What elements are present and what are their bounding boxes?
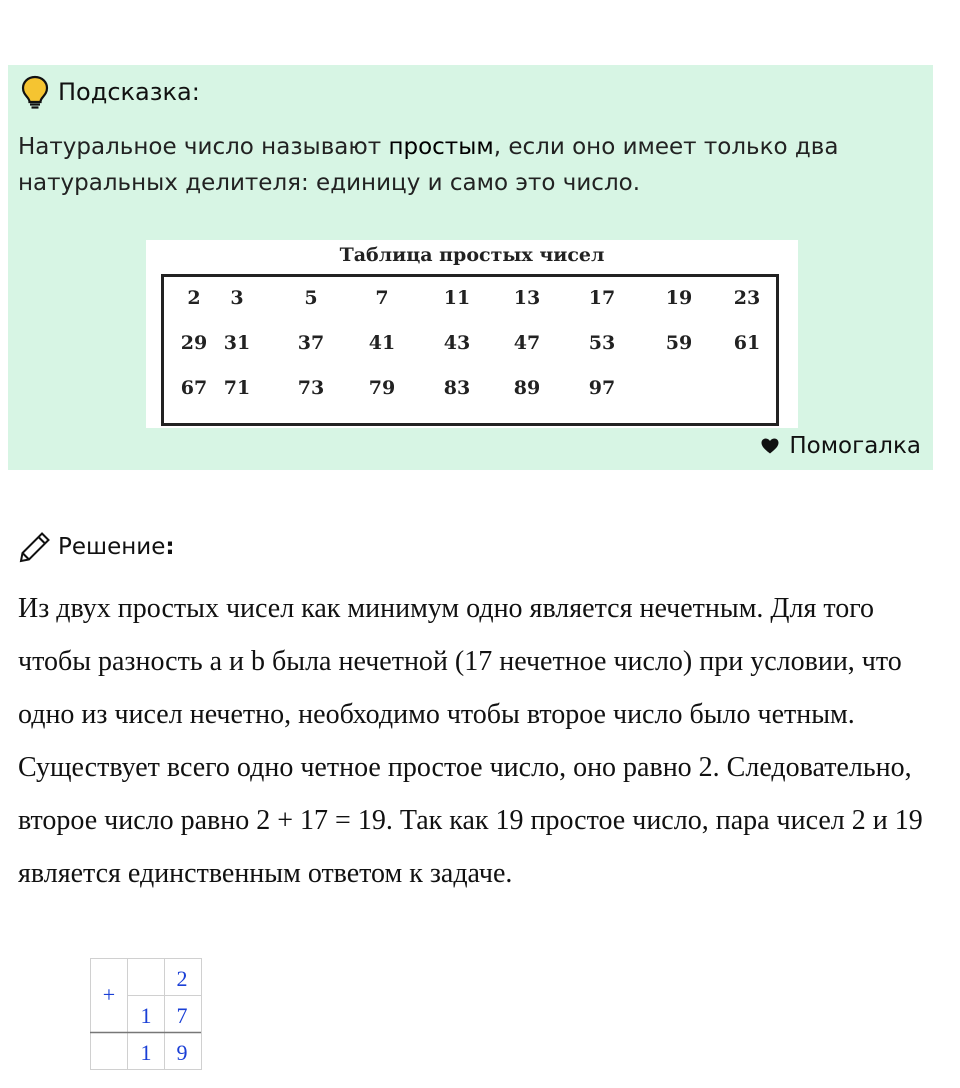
prime-table-cell: 11 [443, 287, 471, 309]
calc-result-digit: 9 [176, 1040, 188, 1065]
brand-label: Помогалка [789, 433, 921, 459]
heart-icon [761, 438, 779, 454]
solution-header [18, 528, 175, 566]
prime-table-cell: 79 [368, 377, 396, 399]
prime-table-cell: 19 [665, 287, 693, 309]
prime-table-cell: 29 [180, 332, 208, 354]
prime-table-cell: 71 [223, 377, 251, 399]
prime-table-cell: 43 [443, 332, 471, 354]
hint-text-bold: простым [388, 134, 494, 160]
brand [761, 428, 921, 464]
prime-table-cell: 59 [665, 332, 693, 354]
calc-addend1-digit: 2 [176, 966, 188, 991]
hint-text-end: , если оно имеет только два натуральных делителя: единицу и само это число. [18, 134, 839, 196]
solution-title-label: Решение [58, 534, 166, 560]
hint-box [8, 65, 933, 470]
calc-operator: + [102, 982, 116, 1007]
hint-title: Подсказка: [58, 78, 200, 106]
column-addition [90, 958, 205, 1073]
prime-table-cell: 41 [368, 332, 396, 354]
prime-table-cell: 5 [304, 287, 318, 309]
prime-table-cell: 47 [513, 332, 541, 354]
prime-table-cell: 61 [733, 332, 761, 354]
prime-table-cell: 31 [223, 332, 251, 354]
calc-addend2-digit: 7 [176, 1003, 188, 1028]
solution-title-colon: : [165, 534, 175, 560]
prime-table-cell: 83 [443, 377, 471, 399]
calc-addend2-digit: 1 [140, 1003, 152, 1028]
hint-text-start: Натуральное число называют [18, 134, 389, 160]
prime-table-cell: 89 [513, 377, 541, 399]
prime-table-cell: 37 [297, 332, 325, 354]
prime-table [161, 274, 779, 426]
hint-header [20, 75, 200, 109]
prime-table-caption: Таблица простых чисел [339, 244, 605, 266]
prime-table-cell: 97 [588, 377, 616, 399]
solution-title [58, 534, 175, 560]
hint-text [18, 129, 918, 201]
prime-table-figure [146, 240, 798, 428]
calc-result-digit: 1 [140, 1040, 152, 1065]
solution-text: Из двух простых чисел как минимум одно является нечетным. Для того чтобы разность a и b была нечетной (17 нечетное число) при условии, что одно из чисел нечетно, необходимо чтобы второе число было четным. Существует всего одно четное простое число, оно равно 2. Следовательно, второе число равно 2 + 17 = 19. Так как 19 простое число, пара чисел 2 и 19 является единственным ответом к задаче. [18, 593, 923, 889]
prime-table-cell: 2 [187, 287, 201, 309]
prime-table-cell: 7 [375, 287, 389, 309]
prime-table-cell: 23 [733, 287, 761, 309]
prime-table-cell: 3 [230, 287, 244, 309]
prime-table-cell: 13 [513, 287, 541, 309]
prime-table-cell: 53 [588, 332, 616, 354]
prime-table-cell: 67 [180, 377, 208, 399]
prime-table-cell: 17 [588, 287, 616, 309]
prime-table-cell: 73 [297, 377, 325, 399]
pencil-icon [18, 530, 52, 564]
lightbulb-icon [20, 75, 50, 109]
